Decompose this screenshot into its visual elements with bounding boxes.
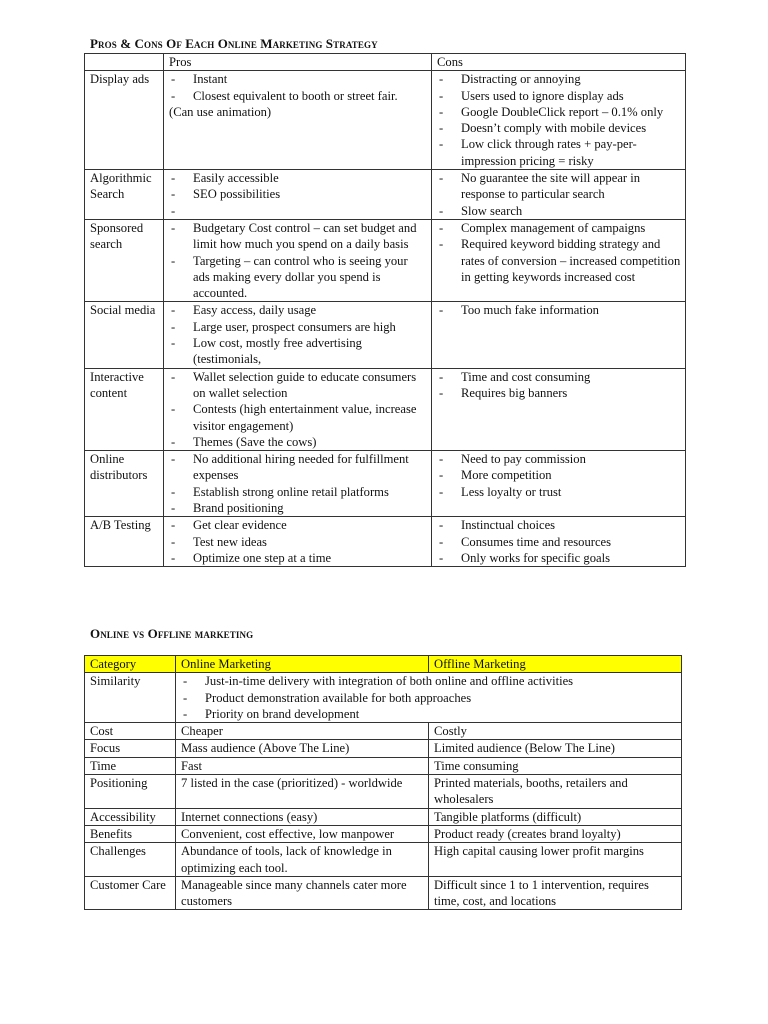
similarity-item: - Product demonstration available for both approaches <box>181 690 677 706</box>
similarity-label: Similarity <box>85 673 176 723</box>
comparison-row <box>85 808 682 825</box>
bullet-item: - No guarantee the site will appear in response to particular search <box>437 170 681 203</box>
bullet-item: - Get clear evidence <box>169 517 427 533</box>
bullet-item: - Optimize one step at a time <box>169 550 427 566</box>
bullet-item: - Themes (Save the cows) <box>169 434 427 450</box>
online-cell: Manageable since many channels cater more customers <box>176 876 429 910</box>
bullet-item: - Need to pay commission <box>437 451 681 467</box>
strategy-row <box>85 170 686 220</box>
bullet-item: - Low click through rates + pay-per-impression pricing = risky <box>437 136 681 169</box>
online-cell: Cheaper <box>176 723 429 740</box>
similarity-item: - Priority on brand development <box>181 706 677 722</box>
comparison-table <box>84 655 682 910</box>
online-cell: Internet connections (easy) <box>176 808 429 825</box>
online-cell: 7 listed in the case (prioritized) - worldwide <box>176 775 429 809</box>
cons-list <box>437 220 681 285</box>
offline-cell: Printed materials, booths, retailers and wholesalers <box>429 775 682 809</box>
online-cell: Abundance of tools, lack of knowledge in optimizing each tool. <box>176 843 429 877</box>
strategy-header-row <box>85 54 686 71</box>
bullet-item: - Instant <box>169 71 427 87</box>
online-cell: Fast <box>176 757 429 774</box>
comparison-row <box>85 740 682 757</box>
cons-list <box>437 451 681 500</box>
bullet-item: - Less loyalty or trust <box>437 484 681 500</box>
strategy-label: Interactive content <box>85 368 164 450</box>
cons-list <box>437 369 681 402</box>
bullet-item: - Slow search <box>437 203 681 219</box>
strategy-row <box>85 517 686 567</box>
cons-list <box>437 170 681 219</box>
strategy-label: Display ads <box>85 71 164 170</box>
bullet-item: - Budgetary Cost control – can set budget and limit how much you spend on a daily basis <box>169 220 427 253</box>
pros-list <box>169 71 427 104</box>
strategy-label: Sponsored search <box>85 219 164 301</box>
category-cell: Cost <box>85 723 176 740</box>
cons-cell <box>432 219 686 301</box>
comparison-row <box>85 757 682 774</box>
pros-list <box>169 369 427 450</box>
cons-cell <box>432 170 686 220</box>
pros-cell <box>164 71 432 170</box>
bullet-item: - Closest equivalent to booth or street fair. <box>169 88 427 104</box>
offline-header: Offline Marketing <box>429 656 682 673</box>
strategy-row <box>85 302 686 368</box>
bullet-item: - Targeting – can control who is seeing your ads making every dollar you spend is accounted. <box>169 253 427 302</box>
similarity-cell <box>176 673 682 723</box>
comparison-table-body <box>85 723 682 910</box>
pros-cell <box>164 451 432 517</box>
bullet-item: - Contests (high entertainment value, increase visitor engagement) <box>169 401 427 434</box>
comparison-header-row <box>85 656 682 673</box>
pros-header: Pros <box>164 54 432 71</box>
category-header: Category <box>85 656 176 673</box>
pros-list <box>169 517 427 566</box>
category-cell: Accessibility <box>85 808 176 825</box>
cons-cell <box>432 71 686 170</box>
online-cell: Convenient, cost effective, low manpower <box>176 825 429 842</box>
pros-cell <box>164 517 432 567</box>
category-cell: Challenges <box>85 843 176 877</box>
pros-list <box>169 451 427 516</box>
cons-list <box>437 517 681 566</box>
similarity-item: - Just-in-time delivery with integration of both online and offline activities <box>181 673 677 689</box>
similarity-list <box>181 673 677 722</box>
bullet-item <box>169 203 427 219</box>
offline-cell: Tangible platforms (difficult) <box>429 808 682 825</box>
bullet-item: - Consumes time and resources <box>437 534 681 550</box>
category-cell: Focus <box>85 740 176 757</box>
offline-cell: Costly <box>429 723 682 740</box>
bullet-item: - Easy access, daily usage <box>169 302 427 318</box>
pros-list <box>169 302 427 367</box>
comparison-row <box>85 843 682 877</box>
bullet-item: - Test new ideas <box>169 534 427 550</box>
bullet-item: - Time and cost consuming <box>437 369 681 385</box>
pros-cell <box>164 170 432 220</box>
cons-header: Cons <box>432 54 686 71</box>
bullet-item: - SEO possibilities <box>169 186 427 202</box>
category-cell: Time <box>85 757 176 774</box>
category-cell: Benefits <box>85 825 176 842</box>
comparison-heading: Online vs Offline marketing <box>90 626 254 641</box>
bullet-item: - Establish strong online retail platforms <box>169 484 427 500</box>
offline-cell: Time consuming <box>429 757 682 774</box>
cons-cell <box>432 368 686 450</box>
bullet-item: - Complex management of campaigns <box>437 220 681 236</box>
strategy-label: A/B Testing <box>85 517 164 567</box>
cons-list <box>437 71 681 169</box>
pros-cell <box>164 219 432 301</box>
cons-cell <box>432 451 686 517</box>
pros-list <box>169 170 427 219</box>
bullet-item: - Users used to ignore display ads <box>437 88 681 104</box>
pros-cell <box>164 368 432 450</box>
comparison-row <box>85 825 682 842</box>
strategy-row <box>85 451 686 517</box>
comparison-row <box>85 775 682 809</box>
offline-cell: Difficult since 1 to 1 intervention, requires time, cost, and locations <box>429 876 682 910</box>
strategy-row <box>85 368 686 450</box>
comparison-row <box>85 723 682 740</box>
offline-cell: High capital causing lower profit margins <box>429 843 682 877</box>
bullet-item: - Requires big banners <box>437 385 681 401</box>
offline-cell: Product ready (creates brand loyalty) <box>429 825 682 842</box>
bullet-item: - Easily accessible <box>169 170 427 186</box>
bullet-item: - Wallet selection guide to educate consumers on wallet selection <box>169 369 427 402</box>
bullet-item: - Distracting or annoying <box>437 71 681 87</box>
strategy-heading: Pros & Cons Of Each Online Marketing Strategy <box>90 36 378 51</box>
offline-cell: Limited audience (Below The Line) <box>429 740 682 757</box>
bullet-item: - Instinctual choices <box>437 517 681 533</box>
category-cell: Customer Care <box>85 876 176 910</box>
online-header: Online Marketing <box>176 656 429 673</box>
strategy-table-body <box>85 71 686 567</box>
cons-cell <box>432 302 686 368</box>
strategy-table <box>84 53 686 567</box>
pros-note: (Can use animation) <box>169 104 272 119</box>
strategy-label: Online distributors <box>85 451 164 517</box>
cons-cell <box>432 517 686 567</box>
strategy-label: Social media <box>85 302 164 368</box>
pros-list <box>169 220 427 301</box>
strategy-header-blank <box>85 54 164 71</box>
pros-cell <box>164 302 432 368</box>
bullet-item: - Only works for specific goals <box>437 550 681 566</box>
bullet-item: - More competition <box>437 467 681 483</box>
comparison-row <box>85 876 682 910</box>
strategy-row <box>85 219 686 301</box>
cons-list <box>437 302 681 318</box>
online-cell: Mass audience (Above The Line) <box>176 740 429 757</box>
bullet-item: - Required keyword bidding strategy and rates of conversion – increased competition in getting keywords increased cost <box>437 236 681 285</box>
strategy-row <box>85 71 686 170</box>
bullet-item: - Google DoubleClick report – 0.1% only <box>437 104 681 120</box>
bullet-item: - Brand positioning <box>169 500 427 516</box>
category-cell: Positioning <box>85 775 176 809</box>
bullet-item: - Low cost, mostly free advertising (testimonials, <box>169 335 427 368</box>
bullet-item: - No additional hiring needed for fulfillment expenses <box>169 451 427 484</box>
bullet-item: - Too much fake information <box>437 302 681 318</box>
similarity-row <box>85 673 682 723</box>
bullet-item: - Large user, prospect consumers are high <box>169 319 427 335</box>
bullet-item: - Doesn’t comply with mobile devices <box>437 120 681 136</box>
strategy-label: Algorithmic Search <box>85 170 164 220</box>
